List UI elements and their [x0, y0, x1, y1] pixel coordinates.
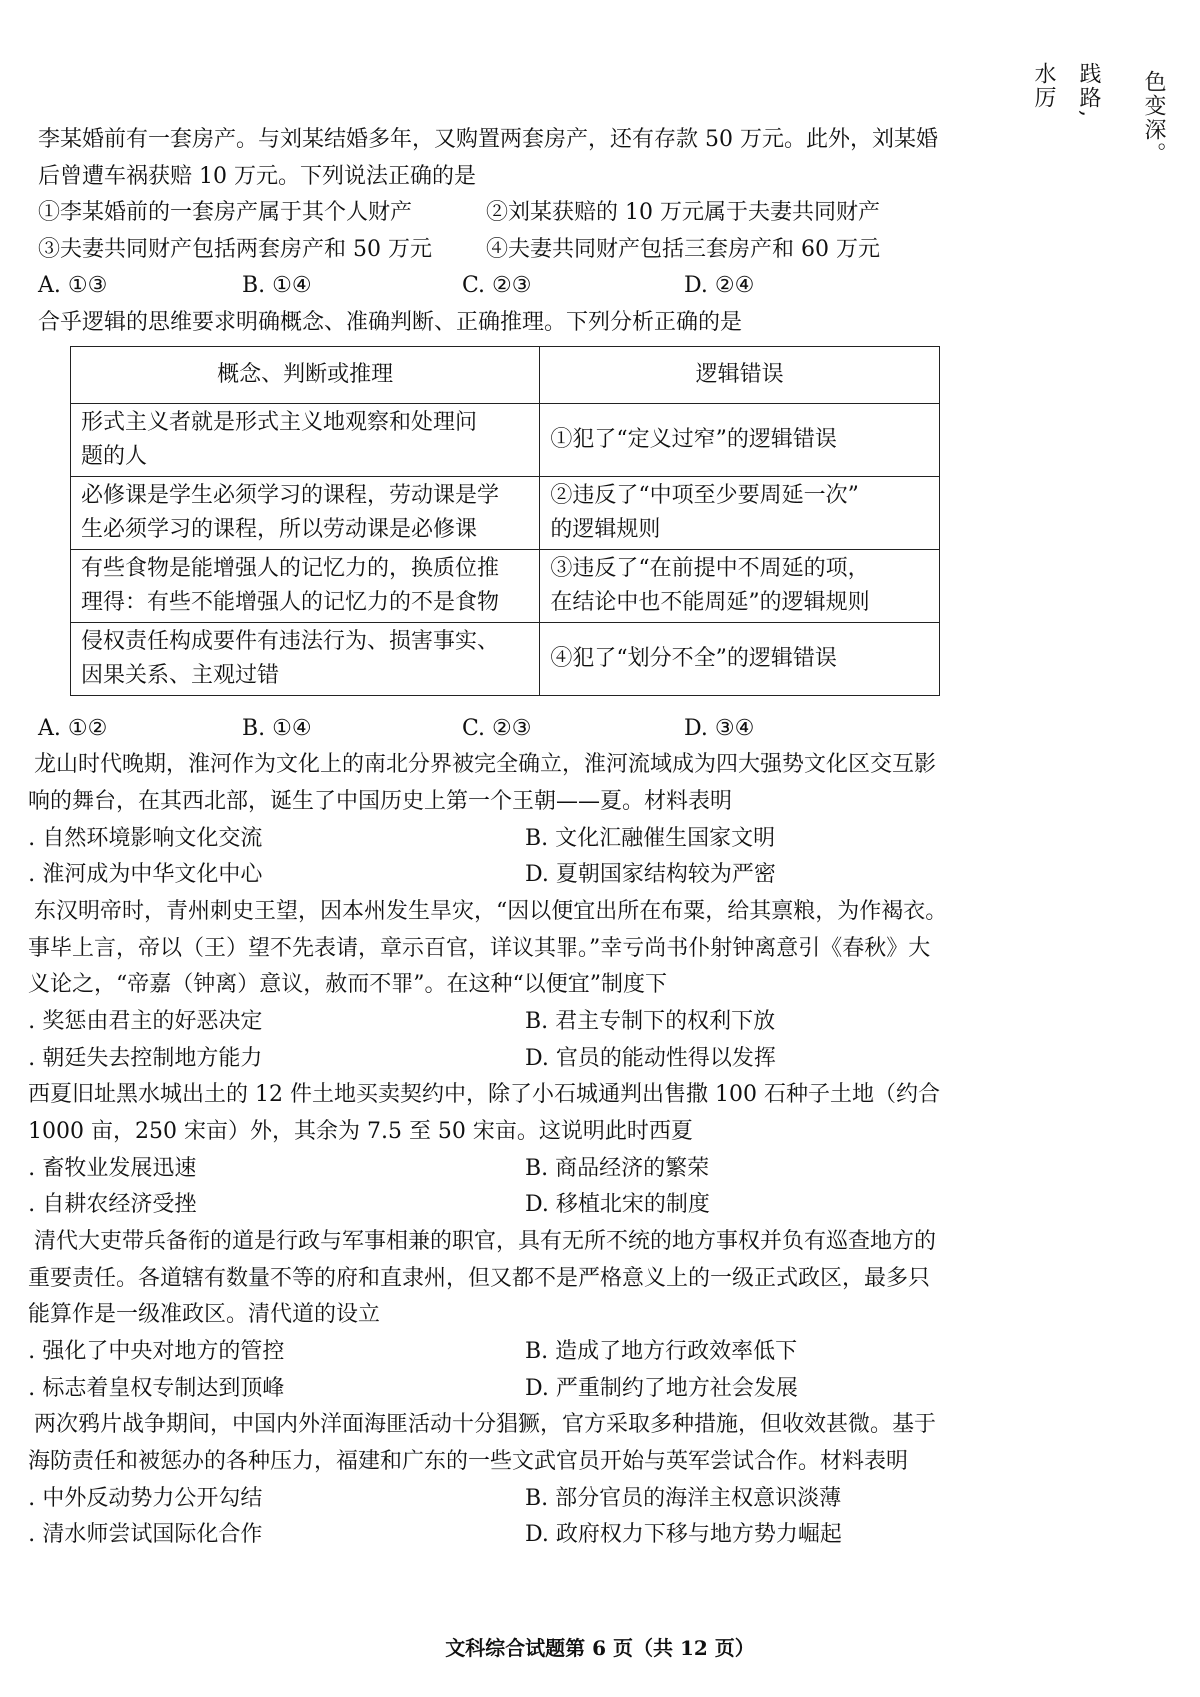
q2-option-c: C. ②③ — [462, 716, 532, 741]
q1-option-d: D. ②④ — [684, 273, 755, 298]
cell-line: 的逻辑规则 — [550, 517, 661, 542]
q4-stem-line3: 义论之，“帝嘉（钟离）意议，赦而不罪”。在这种“以便宜”制度下 — [28, 972, 667, 997]
table-cell — [540, 477, 940, 550]
cell-line: ①犯了“定义过窄”的逻辑错误 — [550, 427, 837, 452]
q7-option-c: ․ 清水师尝试国际化合作 — [28, 1522, 263, 1547]
q5-option-a: ․ 畜牧业发展迅速 — [28, 1156, 197, 1181]
q5-option-d: D. 移植北宋的制度 — [525, 1192, 710, 1217]
q4-option-b: B. 君主专制下的权利下放 — [525, 1009, 776, 1034]
q3-stem-line1: 龙山时代晚期，淮河作为文化上的南北分界被完全确立，淮河流域成为四大强势文化区交互影 — [34, 752, 937, 777]
q1-stem-line2: 后曾遭车祸获赔 10 万元。下列说法正确的是 — [38, 164, 476, 189]
margin-fragment-2: 践路, — [1076, 62, 1101, 119]
q6-option-a: ․ 强化了中央对地方的管控 — [28, 1339, 285, 1364]
q3-option-c: ․ 淮河成为中华文化中心 — [28, 862, 263, 887]
page-footer: 文科综合试题第 6 页（共 12 页） — [445, 1636, 755, 1660]
q3-option-b: B. 文化汇融催生国家文明 — [525, 826, 776, 851]
margin-fragment-3: 水厉 — [1031, 62, 1056, 110]
cell-line: ④犯了“划分不全”的逻辑错误 — [550, 646, 837, 671]
table-row — [71, 623, 940, 696]
q3-option-a: ․ 自然环境影响文化交流 — [28, 826, 263, 851]
q1-option-b: B. ①④ — [242, 273, 312, 298]
q1-statement-3: ③夫妻共同财产包括两套房产和 50 万元 — [38, 237, 432, 262]
q5-stem-line2: 1000 亩，250 宋亩）外，其余为 7.5 至 50 宋亩。这说明此时西夏 — [28, 1119, 693, 1144]
q4-option-c: ․ 朝廷失去控制地方能力 — [28, 1046, 263, 1071]
q5-option-b: B. 商品经济的繁荣 — [525, 1156, 710, 1181]
cell-line: 有些食物是能增强人的记忆力的，换质位推 — [81, 556, 500, 581]
q7-option-b: B. 部分官员的海洋主权意识淡薄 — [525, 1486, 842, 1511]
cell-line: 理得：有些不能增强人的记忆力的不是食物 — [81, 590, 500, 615]
q5-stem-line1: 西夏旧址黑水城出土的 12 件土地买卖契约中，除了小石城通判出售撒 100 石种子土地（约合 — [28, 1082, 940, 1107]
q4-option-d: D. 官员的能动性得以发挥 — [525, 1046, 776, 1071]
q6-option-c: ․ 标志着皇权专制达到顶峰 — [28, 1376, 285, 1401]
q2-option-b: B. ①④ — [242, 716, 312, 741]
q2-stem: 合乎逻辑的思维要求明确概念、准确判断、正确推理。下列分析正确的是 — [38, 310, 743, 335]
logic-table — [70, 346, 940, 696]
cell-line: 在结论中也不能周延”的逻辑规则 — [550, 590, 870, 615]
q5-option-c: ․ 自耕农经济受挫 — [28, 1192, 197, 1217]
q1-statement-4: ④夫妻共同财产包括三套房产和 60 万元 — [486, 237, 880, 262]
q6-stem-line1: 清代大吏带兵备衔的道是行政与军事相兼的职官，具有无所不统的地方事权并负有巡查地方的 — [34, 1229, 937, 1254]
q1-statement-1: ①李某婚前的一套房产属于其个人财产 — [38, 200, 413, 225]
q4-stem-line1: 东汉明帝时，青州刺史王望，因本州发生旱灾，“因以便宜出所在布粟，给其禀粮，为作褐衣。 — [34, 899, 948, 924]
q1-option-a: A. ①③ — [38, 273, 108, 298]
q7-stem-line2: 海防责任和被惩办的各种压力，福建和广东的一些文武官员开始与英军尝试合作。材料表明 — [28, 1449, 909, 1474]
margin-fragment-1: 色变深。 — [1141, 70, 1166, 166]
q1-option-c: C. ②③ — [462, 273, 532, 298]
table-header-right: 逻辑错误 — [540, 347, 940, 404]
table-cell — [71, 623, 540, 696]
table-cell — [71, 550, 540, 623]
q6-option-b: B. 造成了地方行政效率低下 — [525, 1339, 798, 1364]
table-header-row — [71, 347, 940, 404]
q2-option-a: A. ①② — [38, 716, 108, 741]
cell-line: ②违反了“中项至少要周延一次” — [550, 483, 859, 508]
q4-stem-line2: 事毕上言，帝以（王）望不先表请，章示百官，详议其罪。”幸亏尚书仆射钟离意引《春秋》大 — [28, 936, 931, 961]
table-row — [71, 477, 940, 550]
q3-option-d: D. 夏朝国家结构较为严密 — [525, 862, 776, 887]
table-cell — [540, 550, 940, 623]
cell-line: 必修课是学生必须学习的课程，劳动课是学 — [81, 483, 500, 508]
q1-statement-2: ②刘某获赔的 10 万元属于夫妻共同财产 — [486, 200, 880, 225]
table-row — [71, 404, 940, 477]
cell-line: 生必须学习的课程，所以劳动课是必修课 — [81, 517, 478, 542]
table-cell — [71, 477, 540, 550]
q3-stem-line2: 响的舞台，在其西北部，诞生了中国历史上第一个王朝——夏。材料表明 — [28, 789, 733, 814]
cell-line: 题的人 — [81, 444, 148, 469]
table-row — [71, 550, 940, 623]
q4-option-a: ․ 奖惩由君主的好恶决定 — [28, 1009, 263, 1034]
q7-option-a: ․ 中外反动势力公开勾结 — [28, 1486, 263, 1511]
q2-option-d: D. ③④ — [684, 716, 755, 741]
table-header-left: 概念、判断或推理 — [71, 347, 540, 404]
q6-option-d: D. 严重制约了地方社会发展 — [525, 1376, 798, 1401]
q6-stem-line2: 重要责任。各道辖有数量不等的府和直隶州，但又都不是严格意义上的一级正式政区，最多只 — [28, 1266, 931, 1291]
table-cell — [540, 404, 940, 477]
q7-option-d: D. 政府权力下移与地方势力崛起 — [525, 1522, 842, 1547]
cell-line: 形式主义者就是形式主义地观察和处理问 — [81, 410, 478, 435]
cell-line: 因果关系、主观过错 — [81, 663, 280, 688]
q7-stem-line1: 两次鸦片战争期间，中国内外洋面海匪活动十分猖獗，官方采取多种措施，但收效甚微。基于 — [34, 1412, 937, 1437]
cell-line: ③违反了“在前提中不周延的项， — [550, 556, 870, 581]
table-cell — [540, 623, 940, 696]
table-cell — [71, 404, 540, 477]
cell-line: 侵权责任构成要件有违法行为、损害事实、 — [81, 629, 500, 654]
q1-stem-line1: 李某婚前有一套房产。与刘某结婚多年，又购置两套房产，还有存款 50 万元。此外，刘某婚 — [38, 127, 938, 152]
q6-stem-line3: 能算作是一级准政区。清代道的设立 — [28, 1302, 381, 1327]
